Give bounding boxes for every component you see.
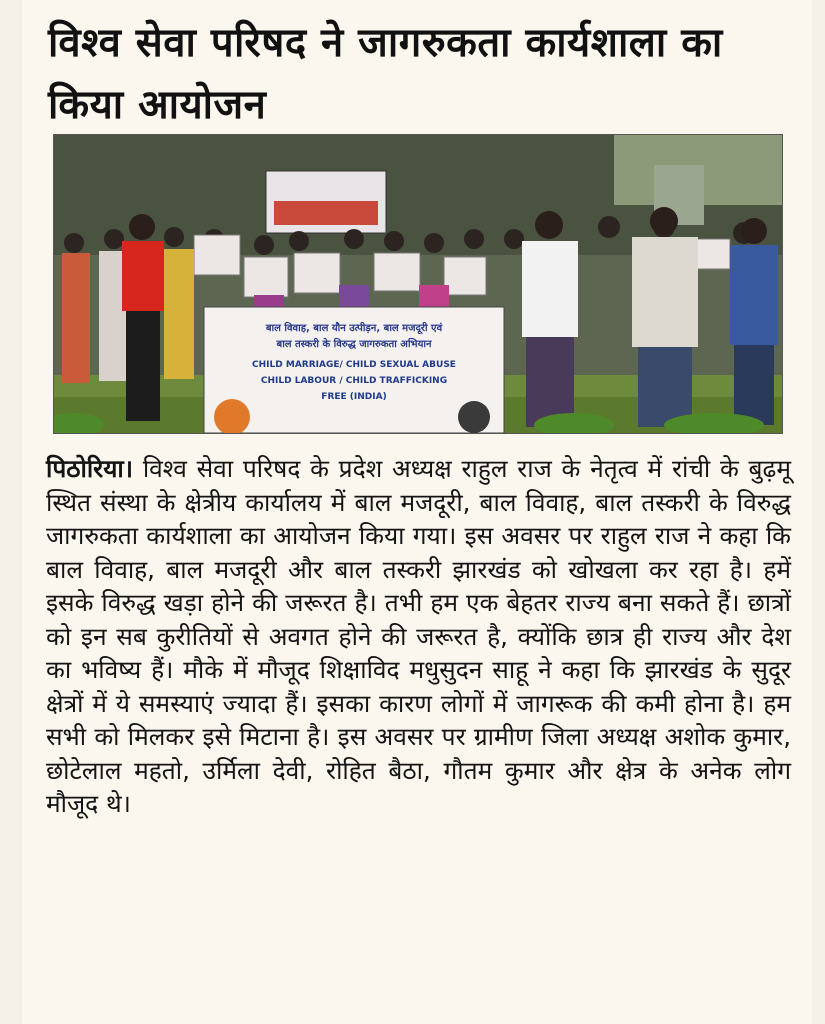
banner-hindi-line2: बाल तस्करी के विरुद्ध जागरुकता अभियान bbox=[276, 339, 432, 350]
headline: विश्व सेवा परिषद ने जागरुकता कार्यशाला का किया आयोजन bbox=[48, 20, 723, 128]
photo-illustration bbox=[54, 135, 782, 433]
banner-english-line3: FREE (INDIA) bbox=[321, 392, 387, 402]
person-shawl bbox=[632, 237, 698, 347]
dateline: पिठोरिया। bbox=[46, 454, 134, 483]
news-photo bbox=[53, 134, 783, 434]
person-white-shirt bbox=[522, 241, 578, 337]
banner-english-line1: CHILD MARRIAGE/ CHILD SEXUAL ABUSE bbox=[252, 360, 456, 370]
banner-english-line2: CHILD LABOUR / CHILD TRAFFICKING bbox=[260, 376, 448, 386]
person-red-shirt bbox=[122, 241, 164, 311]
article-body bbox=[46, 452, 791, 821]
article-text: विश्व सेवा परिषद के प्रदेश अध्यक्ष राहुल राज के नेतृत्व में रांची के बुढ़मू स्थित संस्था के क्षेत्रीय कार्यालय में बाल मजदूरी, बाल विवाह, बाल तस्करी के विरुद्ध जागरुकता कार्यशाला का आयोजन किया गया। इस अवसर पर राहुल राज ने कहा कि बाल विवाह, बाल मजदूरी और बाल तस्करी झारखंड को खोखला कर रहा है। हमें इसके विरुद्ध खड़ा होने की जरूरत है। तभी हम एक बेहतर राज्य बना सकते हैं। छात्रों को इन सब कुरीतियों से अवगत होने की जरूरत है, क्योंकि छात्र ही राज्य और देश का भविष्य हैं। मौके में मौजूद शिक्षाविद मधुसुदन साहू ने कहा कि झारखंड के सुदूर क्षेत्रों में ये समस्याएं ज्यादा हैं। इसका कारण लोगों में जागरूक की कमी होना है। हम सभी को मिलकर इसे मिटाना है। इस अवसर पर ग्रामीण जिला अध्यक्ष अशोक कुमार, छोटेलाल महतो, उर्मिला देवी, रोहित बैठा, गौतम कुमार और क्षेत्र के अनेक लोग मौजूद थे। bbox=[46, 454, 791, 818]
banner-hindi-line1: बाल विवाह, बाल यौन उत्पीड़न, बाल मजदूरी एवं bbox=[265, 323, 443, 334]
